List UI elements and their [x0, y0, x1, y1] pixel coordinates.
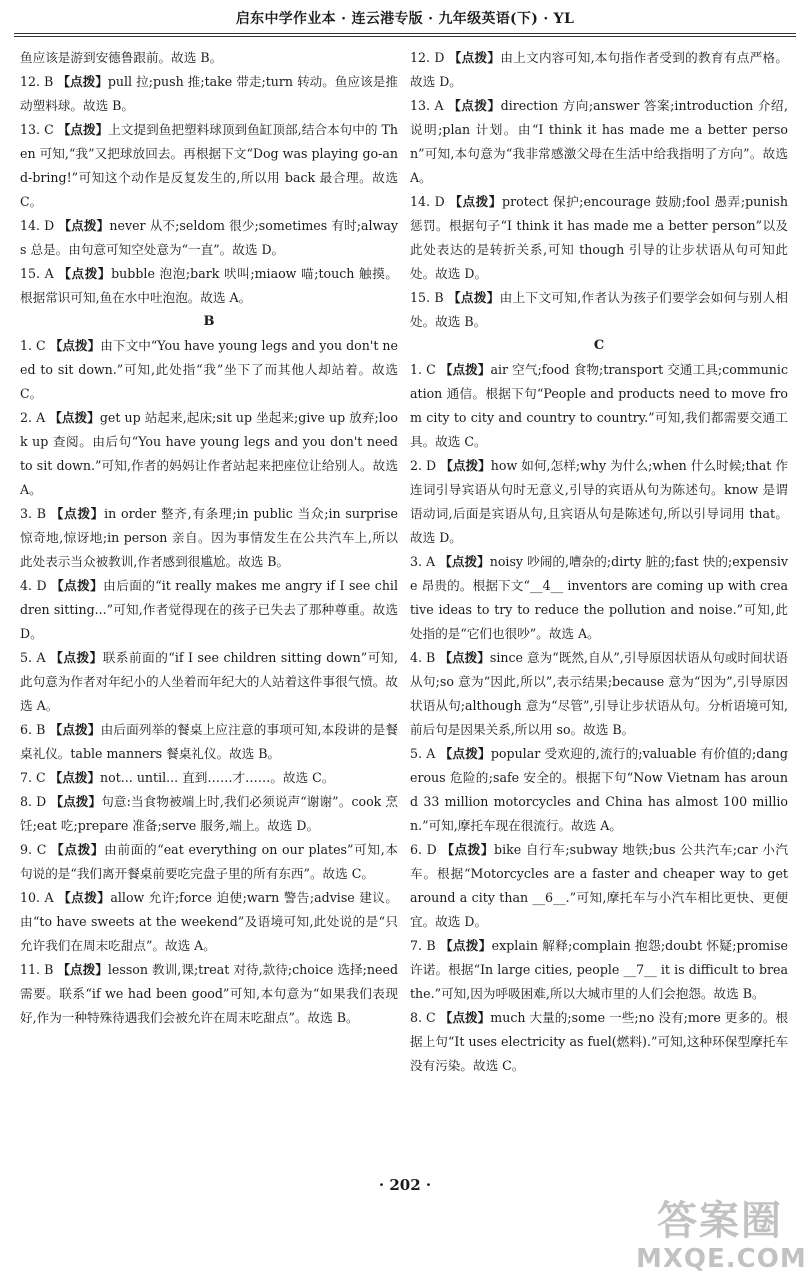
answer-number: 3. B [20, 506, 47, 521]
answer-number: 15. B [410, 290, 444, 305]
explanation-text: 由前面的“eat everything on our plates”可知,本句说的是“我们离开餐桌前要吃完盘子里的所有东西”。故选 C。 [20, 842, 398, 881]
hint-label: 【点拨】 [58, 890, 111, 905]
answer-number: 1. C [410, 362, 436, 377]
hint-label: 【点拨】 [439, 362, 491, 377]
explanation-text: since 意为“既然,自从”,引导原因状语从句或时间状语从句;so 意为“因此,所以”,表示结果;because 意为“因为”,引导原因状语从句;although 意为“尽管”,引导让步状语从句。分析语境可知,前后句是因果关系,所以用 so。故选 B。 [410, 650, 788, 737]
answer-entry [20, 334, 398, 406]
explanation-text: protect 保护;encourage 鼓励;fool 愚弄;punish 惩罚。根据句子“I think it has made me a better person”以及此处表达的是转折关系,可知 though 引导的让步状语从句可知此处。故选 D。 [410, 194, 788, 281]
answer-entry [410, 190, 788, 286]
hint-label: 【点拨】 [50, 506, 105, 521]
answer-entry [20, 262, 398, 310]
hint-label: 【点拨】 [49, 722, 101, 737]
right-column [410, 46, 788, 1078]
explanation-text: 联系前面的“if I see children sitting down”可知,此句意为作者对年纪小的人坐着而年纪大的人站着这件事很气愤。故选 A。 [20, 650, 398, 713]
hint-label: 【点拨】 [439, 1010, 491, 1025]
explanation-text: popular 受欢迎的,流行的;valuable 有价值的;dangerous 危险的;safe 安全的。根据下句“Now Vietnam has around 33 million motorcycles and China has almost 100 million.”可知,摩托车现在很流行。故选 A。 [410, 746, 788, 833]
header-rule-thin [14, 36, 796, 37]
answer-entry [410, 358, 788, 454]
answer-number: 1. C [20, 338, 46, 353]
explanation-text: explain 解释;complain 抱怨;doubt 怀疑;promise 许诺。根据“In large cities, people __7__ it is difficult to breathe.”可知,因为呼吸困难,所以大城市里的人们会抱怨。故选 B。 [410, 938, 788, 1001]
explanation-text: 由后面的“it really makes me angry if I see children sitting...”可知,作者觉得现在的孩子已失去了那种尊重。故选 D。 [20, 578, 398, 641]
explanation-text: bubble 泡泡;bark 吠叫;miaow 喵;touch 触摸。根据常识可知,鱼在水中吐泡泡。故选 A。 [20, 266, 398, 305]
hint-label: 【点拨】 [49, 410, 100, 425]
watermark-logo [636, 1198, 807, 1274]
explanation-text: not... until... 直到……才……。故选 C。 [100, 770, 335, 785]
answer-entry [410, 934, 788, 1006]
answer-number: 5. A [20, 650, 46, 665]
answer-entry [20, 214, 398, 262]
answer-number: 7. B [410, 938, 436, 953]
answer-entry [410, 1006, 788, 1078]
hint-label: 【点拨】 [49, 338, 101, 353]
explanation-text: get up 站起来,起床;sit up 坐起来;give up 放弃;look up 查阅。由后句“You have young legs and you don't need to sit down.”可知,作者的妈妈让作者站起来把座位让给别人。故选 A。 [20, 410, 398, 497]
answer-number: 2. D [410, 458, 437, 473]
answer-number: 5. A [410, 746, 436, 761]
section-heading: C [593, 338, 605, 353]
answer-number: 6. B [20, 722, 46, 737]
hint-label: 【点拨】 [440, 458, 491, 473]
explanation-text: never 从不;seldom 很少;sometimes 有时;always 总是。由句意可知空处意为“一直”。故选 D。 [20, 218, 398, 257]
answer-number: 12. D [410, 50, 445, 65]
answer-entry [410, 838, 788, 934]
hint-label: 【点拨】 [57, 122, 109, 137]
explanation-text: lesson 教训,课;treat 对待,款待;choice 选择;need 需要。联系“if we had been good”可知,本句意为“如果我们表现好,作为一种特殊待遇我们会被允许在周末吃甜点”。故选 B。 [20, 962, 399, 1025]
answer-number: 6. D [410, 842, 437, 857]
explanation-text: 由后面列举的餐桌上应注意的事项可知,本段讲的是餐桌礼仪。table manners 餐桌礼仪。故选 B。 [20, 722, 398, 761]
answer-number: 14. D [410, 194, 445, 209]
hint-label: 【点拨】 [439, 650, 490, 665]
explanation-text: direction 方向;answer 答案;introduction 介绍,说明;plan 计划。由“I think it has made me a better person”可知,本句意为“我非常感激父母在生活中给我指明了方向”。故选 A。 [410, 98, 788, 185]
answer-number: 13. C [20, 122, 54, 137]
answer-entry [20, 838, 398, 886]
answer-number: 9. C [20, 842, 47, 857]
explanation-text: pull 拉;push 推;take 带走;turn 转动。鱼应该是推动塑料球。故选 B。 [20, 74, 398, 113]
explanation-text: air 空气;food 食物;transport 交通工具;communication 通信。根据下句“People and products need to move from city to city and country to country.”可知,我们都需要交通工具。故选 C。 [410, 362, 788, 449]
answer-entry [20, 958, 398, 1030]
answer-number: 8. C [410, 1010, 436, 1025]
hint-label: 【点拨】 [441, 842, 495, 857]
answer-number: 14. D [20, 218, 55, 233]
answer-number: 10. A [20, 890, 54, 905]
answer-entry [20, 790, 398, 838]
explanation-text: bike 自行车;subway 地铁;bus 公共汽车;car 小汽车。根据“Motorcycles are a faster and cheaper way to get around a city than __6__.”可知,摩托车与小汽车相比更快、更便宜。故选 D。 [410, 842, 788, 929]
page-header: 启东中学作业本 · 连云港专版 · 九年级英语(下) · YL [235, 11, 575, 27]
watermark-url: MXQE.COM [636, 1244, 807, 1274]
answer-entry [410, 46, 788, 94]
page-number: · 202 · [378, 1176, 432, 1194]
hint-label: 【点拨】 [49, 770, 101, 785]
watermark-text: 答案圈 [657, 1198, 783, 1244]
answer-entry [20, 574, 398, 646]
header-rule [14, 33, 796, 34]
explanation-text: how 如何,怎样;why 为什么;when 什么时候;that 作连词引导宾语从句时无意义,引导的宾语从句为陈述句。know 是谓语动词,后面是宾语从句,且宾语从句是陈述句,所以引导词用 that。故选 D。 [410, 458, 788, 545]
answer-number: 15. A [20, 266, 54, 281]
explanation-text: 由上下文可知,作者认为孩子们要学会如何与别人相处。故选 B。 [410, 290, 788, 329]
explanation-text: 句意:当食物被端上时,我们必须说声“谢谢”。cook 烹饪;eat 吃;prepare 准备;serve 服务,端上。故选 D。 [20, 794, 398, 833]
section-heading: B [203, 314, 215, 329]
answer-entry [410, 646, 788, 742]
hint-label: 【点拨】 [449, 194, 503, 209]
answer-entry [20, 118, 398, 214]
explanation-text: 上文提到鱼把塑料球顶到鱼缸顶部,结合本句中的 Then 可知,“我”又把球放回去。再根据下文“Dog was playing go-and-bring!”可知这个动作是反复发生的,所以用 back 最合理。故选 C。 [20, 122, 398, 209]
answer-number: 11. B [20, 962, 54, 977]
hint-label: 【点拨】 [448, 98, 501, 113]
answer-entry [20, 406, 398, 502]
answer-entry [20, 886, 398, 958]
answer-entry [410, 742, 788, 838]
answer-entry [410, 286, 788, 334]
hint-label: 【点拨】 [448, 50, 501, 65]
hint-label: 【点拨】 [58, 266, 112, 281]
answer-entry [410, 94, 788, 190]
explanation-text: in order 整齐,有条理;in public 当众;in surprise 惊奇地,惊讶地;in person 亲自。因为事情发生在公共汽车上,所以此处表示当众被教训,作者感到很尴尬。故选 B。 [20, 506, 398, 569]
answer-number: 13. A [410, 98, 444, 113]
hint-label: 【点拨】 [57, 962, 108, 977]
answer-entry [20, 46, 398, 70]
hint-label: 【点拨】 [50, 650, 103, 665]
answer-entry [410, 454, 788, 550]
answer-entry [20, 70, 398, 118]
hint-label: 【点拨】 [58, 218, 110, 233]
hint-label: 【点拨】 [57, 74, 108, 89]
answer-number: 7. C [20, 770, 46, 785]
answer-number: 8. D [20, 794, 47, 809]
explanation-text: much 大量的;some 一些;no 没有;more 更多的。根据上句“It uses electricity as fuel(燃料).”可知,这种环保型摩托车没有污染。故选 C。 [410, 1010, 789, 1073]
explanation-text: 由上文内容可知,本句指作者受到的教育有点严格。故选 D。 [410, 50, 788, 89]
explanation-text: noisy 吵闹的,嘈杂的;dirty 脏的;fast 快的;expensive 昂贵的。根据下文“__4__ inventors are coming up with creative ideas to try to reduce the pollution and noise.”可知,此处指的是“它们也很吵”。故选 A。 [410, 554, 788, 641]
hint-label: 【点拨】 [50, 794, 102, 809]
hint-label: 【点拨】 [439, 746, 491, 761]
left-column [20, 46, 398, 1030]
hint-label: 【点拨】 [439, 554, 490, 569]
answer-entry [20, 646, 398, 718]
answer-number: 12. B [20, 74, 54, 89]
hint-label: 【点拨】 [439, 938, 492, 953]
explanation-text: 由下文中“You have young legs and you don't need to sit down.”可知,此处指“我”坐下了而其他人却站着。故选 C。 [20, 338, 398, 401]
answer-entry [20, 766, 398, 790]
explanation-text: 鱼应该是游到安德鲁跟前。故选 B。 [20, 50, 223, 65]
answer-entry [20, 502, 398, 574]
explanation-text: allow 允许;force 迫使;warn 警告;advise 建议。由“to have sweets at the weekend”及语境可知,此处说的是“只允许我们在周末吃甜点”。故选 A。 [20, 890, 398, 953]
hint-label: 【点拨】 [51, 578, 104, 593]
answer-number: 4. B [410, 650, 436, 665]
hint-label: 【点拨】 [447, 290, 500, 305]
answer-entry [20, 718, 398, 766]
hint-label: 【点拨】 [51, 842, 105, 857]
answer-number: 3. A [410, 554, 436, 569]
answer-entry [410, 550, 788, 646]
answer-number: 4. D [20, 578, 47, 593]
answer-number: 2. A [20, 410, 46, 425]
